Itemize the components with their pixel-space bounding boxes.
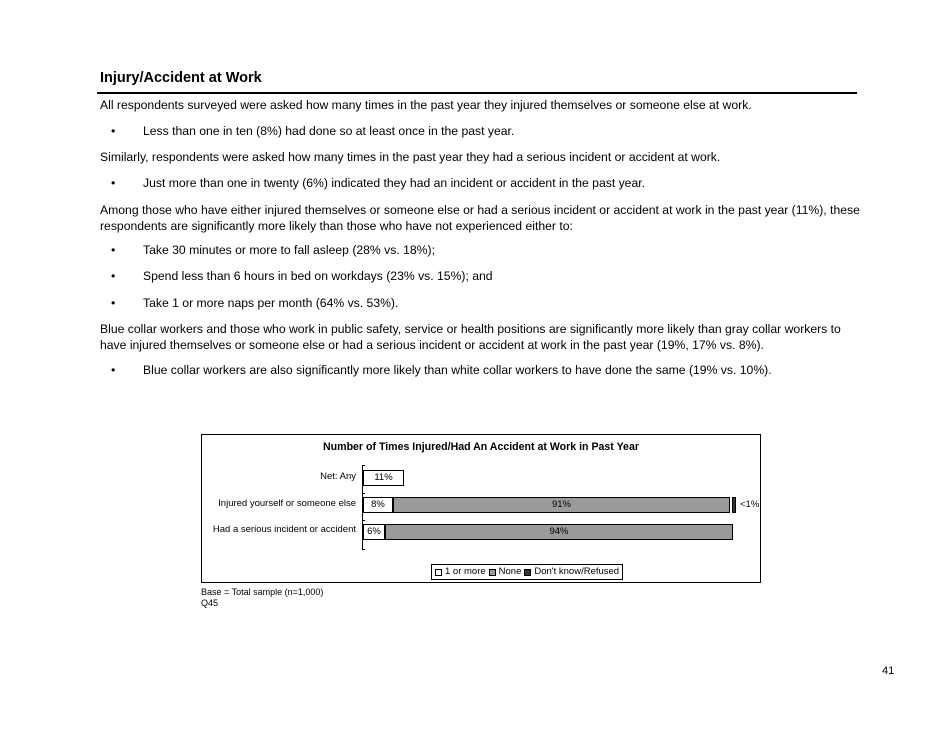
bar-one-or-more-row-3: 6% bbox=[363, 524, 385, 540]
bullet-text: Take 30 minutes or more to fall asleep (28% vs. 18%); bbox=[143, 243, 435, 257]
chart-title: Number of Times Injured/Had An Accident at Work in Past Year bbox=[323, 441, 639, 453]
chart-legend bbox=[431, 564, 623, 580]
data-label-dont-know-row-2: <1% bbox=[740, 499, 760, 510]
title-divider bbox=[97, 92, 857, 94]
bullet-icon: • bbox=[111, 243, 116, 257]
page-title: Injury/Accident at Work bbox=[100, 70, 262, 86]
legend-swatch-one-or-more bbox=[435, 569, 442, 576]
paragraph-2: Similarly, respondents were asked how many times in the past year they had a serious incident or accident at work. bbox=[100, 150, 721, 164]
bar-one-or-more-row-1: 11% bbox=[363, 470, 404, 486]
legend-swatch-none bbox=[489, 569, 496, 576]
axis-tick bbox=[362, 465, 365, 466]
category-label-incident: Had a serious incident or accident bbox=[212, 524, 356, 535]
axis-tick bbox=[362, 520, 365, 521]
bar-one-or-more-row-2: 8% bbox=[363, 497, 393, 513]
paragraph-3: Among those who have either injured themselves or someone else or had a serious incident or accident at work in the past year (11%), these respondents are significantly more likely than those who have not experienced either to: bbox=[100, 203, 860, 233]
bullet-icon: • bbox=[111, 176, 116, 190]
bullet-text: Less than one in ten (8%) had done so at least once in the past year. bbox=[143, 124, 515, 138]
bullet-text: Blue collar workers are also significantly more likely than white collar workers to have done the same (19% vs. 10%). bbox=[143, 363, 772, 377]
legend-label-one-or-more: 1 or more bbox=[445, 566, 486, 577]
base-note: Base = Total sample (n=1,000) bbox=[201, 587, 324, 597]
bullet-icon: • bbox=[111, 296, 116, 310]
bullet-text: Take 1 or more naps per month (64% vs. 53%). bbox=[143, 296, 399, 310]
axis-tick bbox=[362, 493, 365, 494]
legend-label-none: None bbox=[498, 566, 522, 577]
bullet-text: Just more than one in twenty (6%) indicated they had an incident or accident in the past year. bbox=[143, 176, 646, 190]
axis-tick bbox=[362, 549, 365, 550]
bullet-icon: • bbox=[111, 269, 116, 283]
bar-chart bbox=[201, 434, 761, 583]
bullet-text: Spend less than 6 hours in bed on workdays (23% vs. 15%); and bbox=[143, 269, 493, 283]
bullet-icon: • bbox=[111, 124, 116, 138]
legend-swatch-dont-know bbox=[524, 569, 531, 576]
category-label-net-any: Net: Any bbox=[320, 471, 356, 482]
page-number: 41 bbox=[882, 665, 895, 677]
category-label-injured: Injured yourself or someone else bbox=[218, 498, 356, 509]
bar-none-row-3: 94% bbox=[385, 524, 733, 540]
question-note: Q45 bbox=[201, 598, 219, 608]
paragraph-4: Blue collar workers and those who work in public safety, service or health positions are significantly more likely than gray collar workers to have injured themselves or someone else or had a serious incident or accident at work in the past year (19%, 17% vs. 8%). bbox=[100, 322, 841, 352]
bar-none-row-2: 91% bbox=[393, 497, 730, 513]
paragraph-1: All respondents surveyed were asked how many times in the past year they injured themselves or someone else at work. bbox=[100, 98, 752, 112]
legend-label-dont-know: Don't know/Refused bbox=[534, 566, 620, 577]
bullet-icon: • bbox=[111, 363, 116, 377]
bar-dont-know-row-2 bbox=[732, 497, 736, 513]
